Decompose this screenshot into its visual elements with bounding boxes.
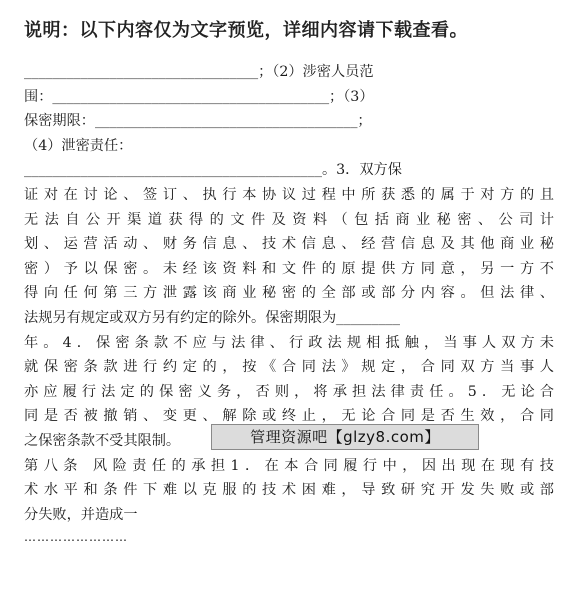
- text-line-14: 亦应履行法定的保密义务，否则，将承担法律责任。5．无论合: [24, 383, 554, 400]
- preview-notice: 说明：以下内容仅为文字预览，详细内容请下载查看。: [24, 20, 468, 41]
- text-line-2: 围：_______________________________________；（3）: [24, 88, 374, 105]
- site-watermark: 管理资源吧【glzy8.com】: [211, 424, 479, 450]
- text-line-10: 得向任何第三方泄露该商业秘密的全部或部分内容。但法律、: [24, 285, 554, 302]
- text-line-6: 证对在讨论、签订、执行本协议过程中所获悉的属于对方的且: [24, 186, 554, 203]
- text-line-1: _________________________________；（2）涉密人员范: [24, 64, 374, 80]
- text-line-8: 划、运营活动、财务信息、技术信息、经营信息及其他商业秘: [24, 236, 554, 253]
- text-line-17: 第八条 风险责任的承担1．在本合同履行中，因出现在现有技: [24, 457, 554, 474]
- contract-body-text: [24, 60, 554, 527]
- text-line-19: 分失败，并造成一: [24, 506, 138, 523]
- text-line-11: 法规另有规定或双方另有约定的除外。保密期限为_________: [24, 309, 400, 326]
- continuation-ellipsis: ……………………: [24, 530, 128, 544]
- text-line-5: __________________________________________。3．双方保: [24, 162, 402, 179]
- text-line-9: 密）予以保密。未经该资料和文件的原提供方同意，另一方不: [24, 260, 554, 277]
- text-line-4: （4）泄密责任：: [24, 137, 133, 154]
- text-line-13: 就保密条款进行约定的，按《合同法》规定，合同双方当事人: [24, 359, 554, 376]
- text-line-15: 同是否被撤销、变更、解除或终止，无论合同是否生效，合同: [24, 408, 554, 425]
- text-line-18: 术水平和条件下难以克服的技术困难，导致研究开发失败或部: [24, 482, 554, 499]
- text-line-12: 年。4．保密条款不应与法律、行政法规相抵触，当事人双方未: [24, 334, 554, 351]
- text-line-7: 无法自公开渠道获得的文件及资料（包括商业秘密、公司计: [24, 211, 554, 228]
- text-line-3: 保密期限：_____________________________________；: [24, 113, 372, 130]
- text-line-16: 之保密条款不受其限制。: [24, 432, 181, 449]
